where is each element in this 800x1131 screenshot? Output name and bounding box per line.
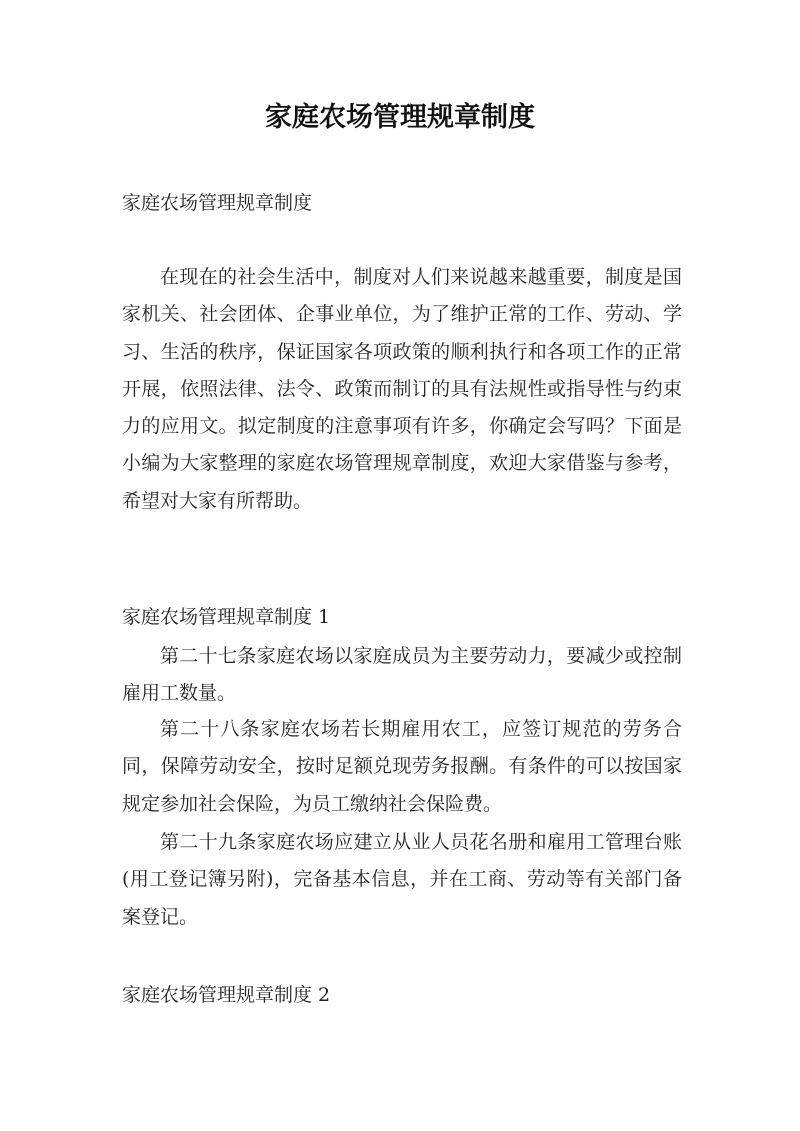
article-28-paragraph: 第二十八条家庭农场若长期雇用农工，应签订规范的劳务合同，保障劳动安全，按时足额兑现劳务报酬。有条件的可以按国家规定参加社会保险，为员工缴纳社会保险费。 bbox=[122, 718, 682, 815]
section-2-heading: 家庭农场管理规章制度 2 bbox=[122, 984, 331, 1006]
document-subtitle: 家庭农场管理规章制度 bbox=[122, 192, 313, 214]
section-1-heading: 家庭农场管理规章制度 1 bbox=[122, 606, 331, 628]
article-29-paragraph: 第二十九条家庭农场应建立从业人员花名册和雇用工管理台账(用工登记簿另附)，完备基本信息，并在工商、劳动等有关部门备案登记。 bbox=[122, 831, 682, 928]
article-27-paragraph: 第二十七条家庭农场以家庭成员为主要劳动力，要减少或控制雇用工数量。 bbox=[122, 645, 682, 705]
document-title: 家庭农场管理规章制度 bbox=[265, 102, 535, 133]
intro-paragraph: 在现在的社会生活中，制度对人们来说越来越重要，制度是国家机关、社会团体、企事业单位，为了维护正常的工作、劳动、学习、生活的秩序，保证国家各项政策的顺利执行和各项工作的正常开展，依照法律、法令、政策而制订的具有法规性或指导性与约束力的应用文。拟定制度的注意事项有许多，你确定会写吗？下面是小编为大家整理的家庭农场管理规章制度，欢迎大家借鉴与参考，希望对大家有所帮助。 bbox=[122, 266, 682, 512]
